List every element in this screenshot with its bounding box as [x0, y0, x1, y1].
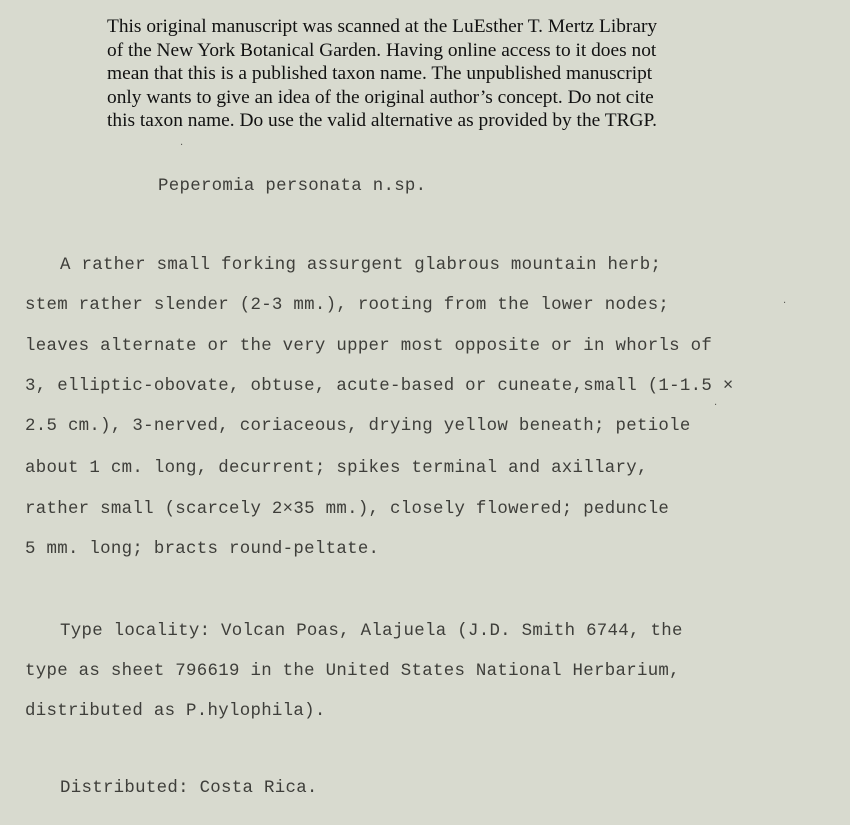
library-notice	[107, 15, 747, 133]
type-locality-line: distributed as P.hylophila).	[25, 702, 326, 721]
description-line: about 1 cm. long, decurrent; spikes terminal and axillary,	[25, 459, 648, 478]
description-line: stem rather slender (2-3 mm.), rooting from the lower nodes;	[25, 296, 670, 315]
notice-line: only wants to give an idea of the original author’s concept. Do not cite	[107, 86, 654, 108]
description-line: 5 mm. long; bracts round-peltate.	[25, 540, 380, 559]
species-title: Peperomia personata n.sp.	[158, 177, 427, 196]
notice-line: this taxon name. Do use the valid alternative as provided by the TRGP.	[107, 110, 658, 131]
stray-mark: ·	[180, 140, 184, 151]
stray-mark: ·	[783, 298, 787, 309]
description-line: 3, elliptic-obovate, obtuse, acute-based or cuneate,small (1-1.5 ×	[25, 377, 734, 396]
description-line: leaves alternate or the very upper most opposite or in whorls of	[25, 337, 713, 356]
description-line: 2.5 cm.), 3-nerved, coriaceous, drying yellow beneath; petiole	[25, 417, 691, 436]
description-line: rather small (scarcely 2×35 mm.), closely flowered; peduncle	[25, 500, 670, 519]
distribution-line: Distributed: Costa Rica.	[60, 779, 318, 798]
description-line: A rather small forking assurgent glabrous mountain herb;	[60, 256, 662, 275]
notice-line: mean that this is a published taxon name. The unpublished manuscript	[107, 63, 653, 84]
notice-line: of the New York Botanical Garden. Having online access to it does not	[107, 39, 657, 61]
type-locality-line: Type locality: Volcan Poas, Alajuela (J.D. Smith 6744, the	[60, 622, 683, 641]
type-locality-line: type as sheet 796619 in the United States National Herbarium,	[25, 662, 680, 681]
notice-line: This original manuscript was scanned at the LuEsther T. Mertz Library	[107, 16, 658, 37]
stray-mark: ·	[714, 400, 718, 411]
